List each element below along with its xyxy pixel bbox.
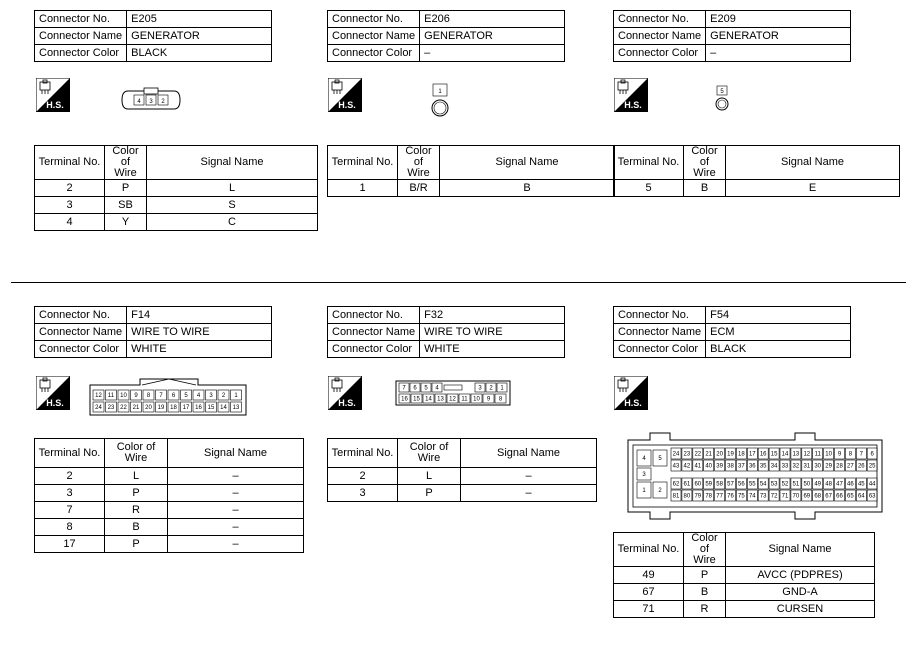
hs-label: H.S. (46, 100, 64, 110)
header-color-line1: Color of (691, 532, 718, 555)
pin-label: 45 (857, 481, 865, 488)
pin-label: 3 (209, 393, 213, 399)
header-color-line2: Wire (114, 167, 137, 179)
wire-color-cell: Y (105, 214, 147, 231)
info-value: – (420, 45, 565, 62)
pin-label: 20 (145, 405, 152, 411)
pin-label: 48 (825, 481, 832, 488)
terminal-cell: 71 (614, 601, 684, 618)
info-label: Connector Color (614, 45, 706, 62)
pin-label: 63 (868, 493, 876, 500)
terminal-cell: 17 (35, 536, 105, 553)
info-label: Connector Name (35, 324, 127, 341)
header-color-line1: Color of (405, 145, 432, 168)
pin-label: 2 (161, 99, 165, 105)
pin-label: 10 (120, 393, 127, 399)
pin-label: 7 (159, 393, 163, 399)
pin-label: 33 (781, 463, 789, 470)
pin-label: 4 (435, 385, 439, 392)
table-row (35, 197, 318, 214)
info-value: F32 (420, 307, 565, 324)
info-value: WHITE (420, 341, 565, 358)
pin-label: 6 (413, 385, 417, 392)
pin-label: 71 (781, 493, 789, 500)
header-color-of-wire (398, 439, 461, 468)
pin-label: 15 (770, 451, 778, 458)
terminal-cell: 67 (614, 584, 684, 601)
terminal-table (613, 532, 875, 618)
pin-label: 23 (683, 451, 691, 458)
header-color-of-wire (105, 146, 147, 180)
harness-side-icon (614, 376, 648, 410)
pin-label: 23 (107, 405, 115, 411)
pin-label: 4 (137, 99, 141, 105)
pin-label: 8 (848, 451, 853, 458)
signal-cell: – (168, 485, 304, 502)
signal-cell: – (168, 502, 304, 519)
signal-cell: – (168, 519, 304, 536)
signal-cell: C (147, 214, 318, 231)
wire-color-cell: P (684, 567, 726, 584)
pin-label: 14 (781, 451, 789, 458)
pin-label: 72 (770, 493, 778, 500)
pin-label: 8 (146, 393, 151, 399)
wire-color-cell: R (105, 502, 168, 519)
info-label: Connector Color (328, 341, 420, 358)
harness-side-icon (614, 78, 648, 112)
pin-label: 46 (847, 481, 854, 488)
pin-label: 2 (221, 393, 226, 399)
e205-connector-diagram (120, 87, 182, 113)
pin-label: 67 (825, 493, 832, 500)
pin-label: 19 (157, 405, 165, 411)
pin-label: 22 (694, 451, 702, 458)
pin-label: 9 (486, 396, 491, 403)
pin-label: 42 (683, 463, 691, 470)
connector-info-table (327, 10, 565, 62)
info-value: WIRE TO WIRE (420, 324, 565, 341)
pin-label: 18 (170, 405, 177, 411)
pin-label: 5 (658, 456, 662, 462)
connector-info-table (613, 10, 851, 62)
terminal-cell: 3 (328, 485, 398, 502)
header-signal-name: Signal Name (440, 146, 615, 180)
pin-label: 58 (716, 481, 723, 488)
signal-cell: B (440, 180, 615, 197)
wire-color-cell: P (105, 485, 168, 502)
pin-label: 18 (738, 451, 745, 458)
header-color-of-wire (105, 439, 168, 468)
pin-label: 60 (694, 481, 702, 488)
harness-side-icon (328, 376, 362, 410)
section-divider (11, 282, 906, 283)
pin-label: 51 (792, 481, 800, 488)
pin-label: 76 (727, 493, 734, 500)
pin-label: 12 (449, 396, 456, 403)
pin-label: 81 (672, 493, 680, 500)
pin-label: 3 (478, 385, 482, 392)
wire-color-cell: L (398, 468, 461, 485)
terminal-table (327, 145, 615, 197)
pin-label: 64 (857, 493, 865, 500)
pin-label: 25 (868, 463, 876, 470)
pin-label: 30 (814, 463, 822, 470)
harness-side-icon (328, 78, 362, 112)
header-signal-name: Signal Name (168, 439, 304, 468)
pin-label: 74 (748, 493, 756, 500)
pin-label: 10 (473, 396, 480, 403)
info-label: Connector Color (35, 341, 127, 358)
info-value: ECM (706, 324, 851, 341)
pin-label: 2 (658, 488, 662, 494)
terminal-cell: 4 (35, 214, 105, 231)
pin-label: 40 (705, 463, 713, 470)
pin-label: 34 (770, 463, 778, 470)
info-value: GENERATOR (706, 28, 851, 45)
pin-label: 80 (683, 493, 691, 500)
table-row (35, 536, 304, 553)
pin-label: 1 (500, 385, 504, 392)
pin-label: 47 (836, 481, 843, 488)
hs-label: H.S. (624, 398, 642, 408)
header-signal-name: Signal Name (726, 533, 875, 567)
header-color-line2: Wire (693, 167, 716, 179)
harness-side-icon (36, 78, 70, 112)
info-label: Connector No. (35, 307, 127, 324)
pin-label: 37 (738, 463, 745, 470)
pin-label: 7 (859, 451, 863, 458)
pin-label: 26 (857, 463, 865, 470)
pin-label: 16 (401, 396, 408, 403)
info-value: F14 (127, 307, 272, 324)
connector-info-table (34, 306, 272, 358)
header-signal-name: Signal Name (147, 146, 318, 180)
header-signal-name: Signal Name (726, 146, 900, 180)
pin-label: 73 (759, 493, 767, 500)
terminal-cell: 7 (35, 502, 105, 519)
header-signal-name: Signal Name (461, 439, 597, 468)
hs-label: H.S. (624, 100, 642, 110)
pin-label: 13 (232, 405, 240, 411)
pin-label: 3 (149, 99, 153, 105)
table-row (614, 601, 875, 618)
pin-label: 20 (716, 451, 723, 458)
signal-cell: – (461, 485, 597, 502)
header-color-line2: Wire (693, 554, 716, 566)
info-label: Connector Name (614, 28, 706, 45)
hs-label: H.S. (46, 398, 64, 408)
pin-label: 36 (748, 463, 756, 470)
pin-label: 24 (672, 451, 680, 458)
pin-label: 55 (748, 481, 756, 488)
info-value: GENERATOR (420, 28, 565, 45)
wire-color-cell: SB (105, 197, 147, 214)
terminal-cell: 3 (35, 485, 105, 502)
pin-label: 27 (847, 463, 854, 470)
pin-label: 11 (814, 451, 821, 458)
pin-label: 65 (847, 493, 854, 500)
table-row (35, 519, 304, 536)
pin-label: 77 (716, 493, 723, 500)
pin-label: 69 (803, 493, 811, 500)
pin-label: 1 (438, 89, 442, 95)
table-row (328, 485, 597, 502)
f54-connector-diagram (620, 430, 890, 522)
header-terminal-no: Terminal No. (35, 439, 105, 468)
signal-cell: S (147, 197, 318, 214)
pin-label: 78 (705, 493, 713, 500)
signal-cell: AVCC (PDPRES) (726, 567, 875, 584)
e206-connector-diagram (428, 82, 452, 118)
connector-info-table (327, 306, 565, 358)
pin-label: 32 (792, 463, 800, 470)
table-row (35, 502, 304, 519)
pin-label: 3 (642, 472, 646, 478)
wire-color-cell: B (105, 519, 168, 536)
info-label: Connector Color (614, 341, 706, 358)
terminal-cell: 49 (614, 567, 684, 584)
pin-label: 41 (694, 463, 702, 470)
info-value: F54 (706, 307, 851, 324)
table-row (614, 584, 875, 601)
header-color-line2: Wire (124, 452, 148, 464)
header-terminal-no: Terminal No. (35, 146, 105, 180)
pin-label: 9 (837, 451, 842, 458)
info-label: Connector Color (35, 45, 127, 62)
table-row (35, 485, 304, 502)
pin-label: 13 (437, 396, 444, 403)
table-row (35, 214, 318, 231)
signal-cell: CURSEN (726, 601, 875, 618)
wire-color-cell: P (398, 485, 461, 502)
header-color-line1: Color of (112, 145, 139, 168)
pin-label: 43 (672, 463, 680, 470)
pin-label: 38 (727, 463, 734, 470)
terminal-table (613, 145, 900, 197)
pin-label: 29 (825, 463, 832, 470)
pin-label: 54 (759, 481, 767, 488)
info-value: WHITE (127, 341, 272, 358)
pin-label: 15 (207, 405, 215, 411)
wire-color-cell: L (105, 468, 168, 485)
header-color-of-wire (398, 146, 440, 180)
pin-label: 24 (95, 405, 102, 411)
f14-connector-diagram (88, 377, 248, 417)
pin-label: 2 (489, 385, 493, 392)
header-color-of-wire (684, 146, 726, 180)
pin-label: 28 (836, 463, 843, 470)
pin-label: 11 (107, 393, 115, 399)
pin-label: 6 (870, 451, 874, 458)
pin-label: 5 (184, 393, 188, 399)
terminal-table (34, 145, 318, 231)
pin-label: 21 (132, 405, 140, 411)
pin-label: 61 (683, 481, 691, 488)
info-label: Connector Name (328, 28, 420, 45)
pin-label: 4 (642, 456, 646, 462)
signal-cell: – (461, 468, 597, 485)
signal-cell: GND-A (726, 584, 875, 601)
pin-label: 66 (836, 493, 843, 500)
pin-label: 16 (195, 405, 202, 411)
pin-label: 19 (727, 451, 734, 458)
header-color-line1: Color of (116, 441, 156, 453)
info-label: Connector No. (614, 307, 706, 324)
terminal-cell: 3 (35, 197, 105, 214)
info-value: WIRE TO WIRE (127, 324, 272, 341)
pin-label: 35 (759, 463, 767, 470)
pin-label: 44 (868, 481, 876, 488)
pin-label: 11 (461, 396, 468, 403)
header-color-line2: Wire (417, 452, 441, 464)
table-row (328, 180, 615, 197)
info-label: Connector Color (328, 45, 420, 62)
terminal-cell: 2 (328, 468, 398, 485)
pin-label: 6 (171, 393, 176, 399)
harness-side-icon (36, 376, 70, 410)
pin-label: 49 (814, 481, 822, 488)
pin-label: 12 (803, 451, 811, 458)
pin-label: 7 (402, 385, 406, 392)
pin-label: 14 (220, 405, 227, 411)
wire-color-cell: B (684, 584, 726, 601)
pin-label: 16 (759, 451, 767, 458)
table-row (35, 468, 304, 485)
info-value: BLACK (706, 341, 851, 358)
pin-label: 4 (196, 393, 201, 399)
key-slot (444, 385, 462, 390)
info-label: Connector Name (328, 324, 420, 341)
header-terminal-no: Terminal No. (614, 146, 684, 180)
info-value: GENERATOR (127, 28, 272, 45)
pin-label: 9 (134, 393, 138, 399)
wire-color-cell: B/R (398, 180, 440, 197)
pin-label: 75 (738, 493, 745, 500)
signal-cell: E (726, 180, 900, 197)
pin-label: 21 (705, 451, 713, 458)
header-color-line2: Wire (407, 167, 430, 179)
info-label: Connector No. (35, 11, 127, 28)
pin-label: 70 (792, 493, 800, 500)
signal-cell: L (147, 180, 318, 197)
terminal-cell: 8 (35, 519, 105, 536)
pin-label: 59 (705, 481, 713, 488)
f32-connector-diagram (395, 380, 511, 406)
pin-label: 1 (234, 393, 238, 399)
info-label: Connector No. (328, 11, 420, 28)
pin-label: 13 (792, 451, 800, 458)
pin-label: 22 (120, 405, 127, 411)
pin-label: 56 (738, 481, 745, 488)
header-color-of-wire (684, 533, 726, 567)
pin-label: 17 (182, 405, 190, 411)
terminal-cell: 5 (614, 180, 684, 197)
wire-color-cell: R (684, 601, 726, 618)
terminal-cell: 2 (35, 468, 105, 485)
pin-label: 79 (694, 493, 702, 500)
info-value: E206 (420, 11, 565, 28)
terminal-table (34, 438, 304, 553)
table-row (614, 180, 900, 197)
pin-label: 57 (727, 481, 734, 488)
e209-connector-diagram (714, 84, 732, 114)
pin-label: 5 (424, 385, 428, 392)
header-color-line1: Color of (409, 441, 449, 453)
pin-label: 12 (95, 393, 102, 399)
terminal-cell: 2 (35, 180, 105, 197)
header-terminal-no: Terminal No. (328, 439, 398, 468)
pin-label: 50 (803, 481, 811, 488)
pin-label: 5 (720, 89, 724, 95)
pin-label: 1 (642, 488, 646, 494)
table-row (35, 180, 318, 197)
connector-info-table (34, 10, 272, 62)
info-value: BLACK (127, 45, 272, 62)
info-value: – (706, 45, 851, 62)
terminal-table (327, 438, 597, 502)
pin-label: 68 (814, 493, 822, 500)
wire-color-cell: P (105, 536, 168, 553)
connector-info-table (613, 306, 851, 358)
info-label: Connector No. (328, 307, 420, 324)
wire-color-cell: P (105, 180, 147, 197)
table-row (614, 567, 875, 584)
hs-label: H.S. (338, 100, 356, 110)
pin-label: 8 (498, 396, 503, 403)
pin-label: 10 (825, 451, 832, 458)
info-label: Connector No. (614, 11, 706, 28)
info-value: E205 (127, 11, 272, 28)
pin-label: 17 (748, 451, 756, 458)
info-label: Connector Name (614, 324, 706, 341)
signal-cell: – (168, 468, 304, 485)
pin-label: 14 (425, 396, 432, 403)
pin-label: 53 (770, 481, 778, 488)
hs-label: H.S. (338, 398, 356, 408)
wire-color-cell: B (684, 180, 726, 197)
signal-cell: – (168, 536, 304, 553)
terminal-cell: 1 (328, 180, 398, 197)
info-label: Connector Name (35, 28, 127, 45)
header-terminal-no: Terminal No. (614, 533, 684, 567)
pin-label: 31 (803, 463, 811, 470)
info-value: E209 (706, 11, 851, 28)
pin-label: 39 (716, 463, 723, 470)
table-row (328, 468, 597, 485)
pin-label: 15 (413, 396, 420, 403)
pin-label: 62 (672, 481, 680, 488)
pin-label: 52 (781, 481, 789, 488)
header-color-line1: Color of (691, 145, 718, 168)
header-terminal-no: Terminal No. (328, 146, 398, 180)
